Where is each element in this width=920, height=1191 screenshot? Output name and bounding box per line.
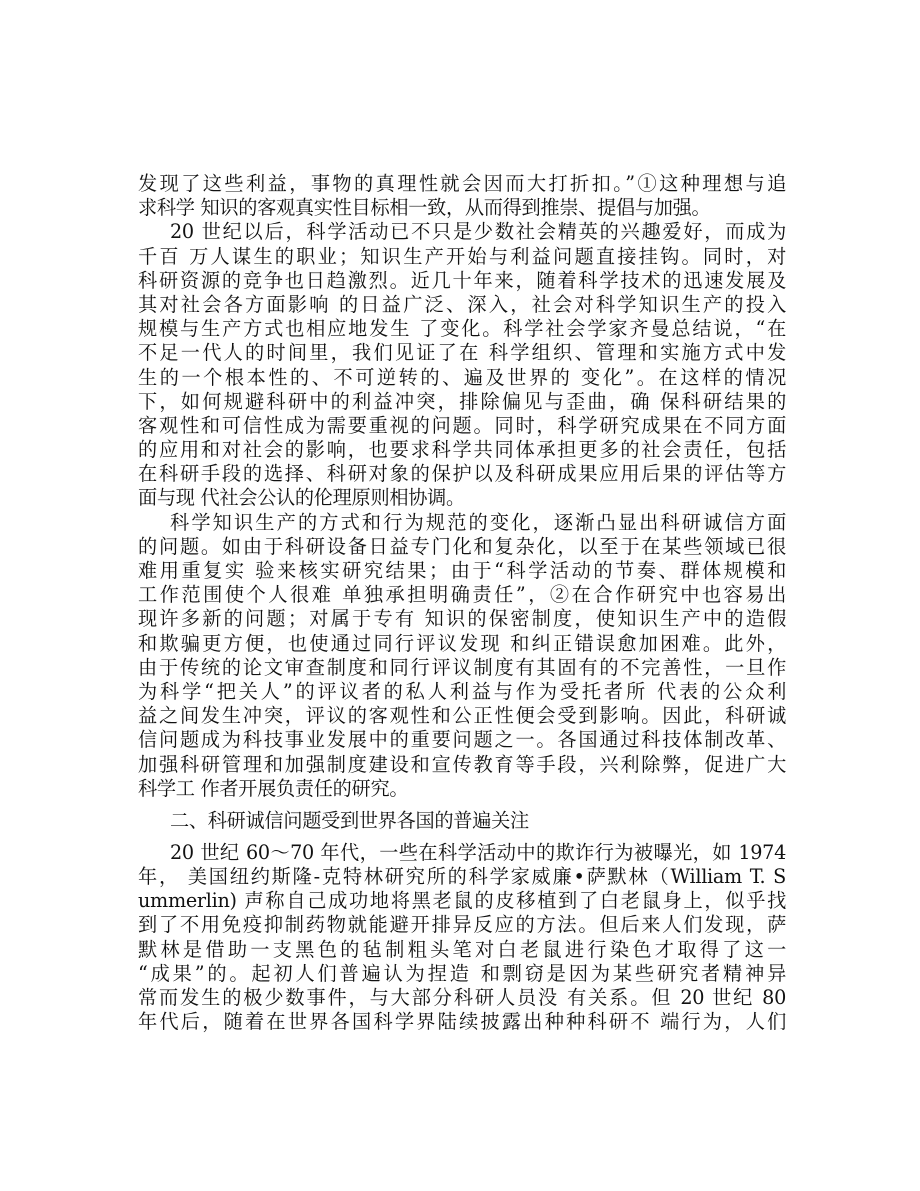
text-line: 客观性和可信性成为需要重视的问题。同时，科学研究成果在不同方面 [138,413,786,437]
paragraph-2 [138,220,786,510]
text-line: 生的一个根本性的、不可逆转的、遍及世界的 变化”。在这样的情况 [138,365,786,389]
text-line: 信问题成为科技事业发展中的重要问题之一。各国通过科技体制改革、 [138,728,786,752]
text-line: 科研资源的竞争也日趋激烈。近几十年来，随着科学技术的迅速发展及 [138,268,786,292]
text-line: 不足一代人的时间里，我们见证了在 科学组织、管理和实施方式中发 [138,341,786,365]
text-line: 的应用和对社会的影响，也要求科学共同体承担更多的社会责任，包括 [138,438,786,462]
document-page [138,172,786,1034]
paragraph-1 [138,172,786,220]
text-line: 益之间发生冲突，评议的客观性和公正性便会受到影响。因此，科研诚 [138,704,786,728]
text-line: 和欺骗更方便，也使通过同行评议发现 和纠正错误愈加困难。此外， [138,631,786,655]
text-line: 规模与生产方式也相应地发生 了变化。科学社会学家齐曼总结说，“在 [138,317,786,341]
text-line: 为科学“把关人”的评议者的私人利益与作为受托者所 代表的公众利 [138,679,786,703]
text-line: 下，如何规避科研中的利益冲突，排除偏见与歪曲，确 保科研结果的 [138,389,786,413]
text-line: ummerlin) 声称自己成功地将黑老鼠的皮移植到了白老鼠身上，似乎找 [138,889,786,913]
text-line: 的问题。如由于科研设备日益专门化和复杂化，以至于在某些领域已很 [138,534,786,558]
text-line: 现许多新的问题；对属于专有 知识的保密制度，使知识生产中的造假 [138,607,786,631]
text-line: 年代后，随着在世界各国科学界陆续披露出种种科研不 端行为，人们 [138,1010,786,1034]
text-line: 科学知识生产的方式和行为规范的变化，逐渐凸显出科研诚信方面 [170,510,786,534]
text-line: “成果”的。起初人们普遍认为捏造 和剽窃是因为某些研究者精神异 [138,961,786,985]
paragraph-3 [138,511,786,801]
paragraph-4 [138,841,786,1035]
text-line: 面与现 代社会公认的伦理原则相协调。 [138,486,465,510]
text-line: 发现了这些利益，事物的真理性就会因而大打折扣。”①这种理想与追 [138,172,786,195]
text-line: 常而发生的极少数事件，与大部分科研人员没 有关系。但 20 世纪 80 [138,986,786,1009]
text-line: 在科研手段的选择、科研对象的保护以及科研成果应用后果的评估等方 [138,462,786,486]
text-line: 20 世纪以后，科学活动已不只是少数社会精英的兴趣爱好，而成为 [170,220,786,244]
text-line: 求科学 知识的客观真实性目标相一致，从而得到推崇、提倡与加强。 [138,196,711,220]
text-line: 默林是借助一支黑色的毡制粗头笔对白老鼠进行染色才取得了这一 [138,937,786,961]
text-line: 其对社会各方面影响 的日益广泛、深入，社会对科学知识生产的投入 [138,292,786,316]
text-line: 难用重复实 验来核实研究结果；由于“科学活动的节奏、群体规模和 [138,559,786,582]
text-line: 加强科研管理和加强制度建设和宣传教育等手段，兴利除弊，促进广大 [138,752,786,776]
text-line: 工作范围使个人很难 单独承担明确责任”，②在合作研究中也容易出 [138,583,786,607]
text-line: 千百 万人谋生的职业；知识生产开始与利益问题直接挂钩。同时，对 [138,244,786,268]
section-heading: 二、科研诚信问题受到世界各国的普遍关注 [170,808,529,832]
text-line: 科学工 作者开展负责任的研究。 [138,776,409,800]
text-line: 年， 美国纽约斯隆-克特林研究所的科学家威廉•萨默林（William T. S [138,865,786,889]
text-line: 到了不用免疫抑制药物就能避开排异反应的方法。但后来人们发现，萨 [138,913,786,937]
text-line: 20 世纪 60～70 年代，一些在科学活动中的欺诈行为被曝光，如 1974 [170,840,786,864]
text-line: 由于传统的论文审查制度和同行评议制度有其固有的不完善性，一旦作 [138,655,786,679]
